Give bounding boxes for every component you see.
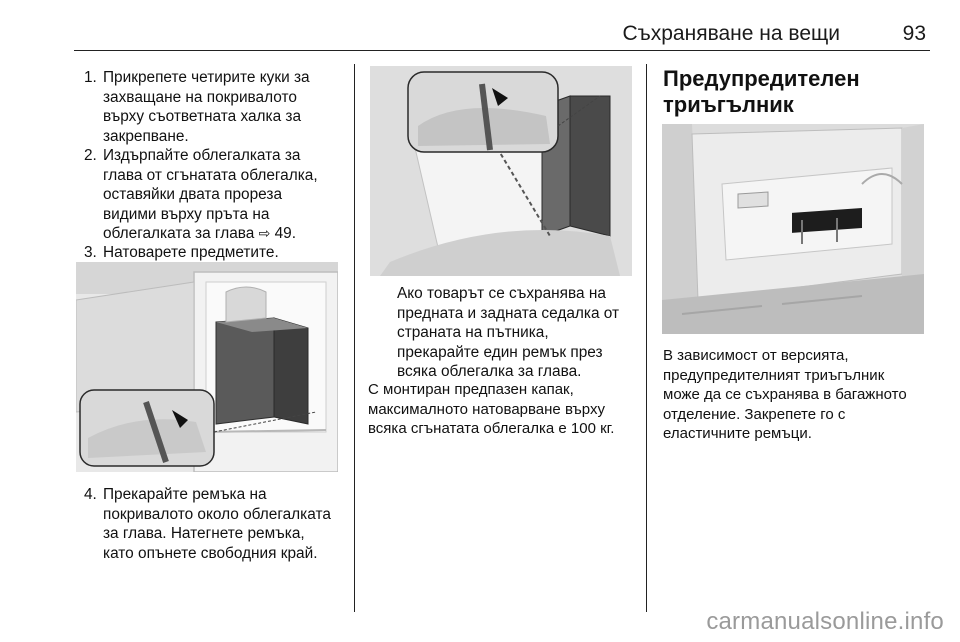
page-reference-link[interactable]: 49. [274,225,297,242]
illustration-warning-triangle-drawing [662,124,924,334]
section-heading [663,66,860,118]
text-line: може да се съхранява в багажното [663,386,907,403]
step-number: 3. [84,244,97,261]
text-line [103,224,318,244]
column-divider-1 [354,64,355,612]
text-line: максималното натоварване върху [368,400,605,418]
text-line: В зависимост от версията, [663,347,849,364]
page-title: Съхраняване на вещи [622,22,840,45]
illustration-cargo-cover [76,262,338,472]
text-line: покривалото около облегалката [103,505,331,523]
step-text [103,146,318,244]
heading-line: Предупредителен [663,66,860,91]
illustration-warning-triangle [662,124,924,334]
illustration-strap-headrest-drawing [370,66,632,276]
text-line: Ако товарът се съхранява на [397,285,606,302]
text-line: захващане на покривалото [103,88,297,106]
text-line: Прекарайте ремъка на [103,486,267,503]
step-text [103,243,279,263]
text-line: страната на пътника, [397,324,549,341]
text-line: глава от сгънатата облегалка, [103,166,318,184]
illustration-cargo-cover-drawing [76,262,338,472]
load-note [397,284,647,382]
text-line: всяка облегалка за глава. [397,363,582,380]
text-line: като опънете свободния край. [103,544,318,562]
step-number: 4. [84,486,97,503]
text-line: прекарайте един ремък през [397,343,603,361]
text-line: отделение. Закрепете го с [663,405,846,423]
text-line: закрепване. [103,127,189,145]
warning-triangle-paragraph [663,346,933,444]
heading-line: триъгълник [663,92,794,117]
text-line: предната и задната седалка от [397,304,620,322]
illustration-strap-headrest [370,66,632,276]
step-text [103,68,310,146]
text-line: еластичните ремъци. [663,425,812,442]
step-number: 2. [84,147,97,164]
max-load-paragraph [368,380,644,439]
text-line: видими върху пръта на [103,205,270,223]
text-line: предупредителният триъгълник [663,366,885,384]
text-line: върху съответната халка за [103,108,302,125]
step-text [103,485,331,563]
text-line: Издърпайте облегалката за [103,147,301,164]
text-line: всяка сгънатата облегалка е 100 кг. [368,420,615,437]
text-line: Прикрепете четирите куки за [103,69,310,86]
text-line: оставяйки двата прореза [103,186,282,203]
text-line: С монтиран предпазен капак, [368,381,574,398]
text-line: Натоварете предметите. [103,244,279,261]
header-divider [74,50,930,51]
text-fragment: облегалката за глава [103,225,255,242]
page-number: 93 [902,22,926,45]
page-reference-icon: ⇨ [258,225,271,241]
step-number: 1. [84,69,97,86]
text-line: за глава. Натегнете ремъка, [103,525,305,542]
site-watermark: carmanualsonline.info [706,608,944,635]
